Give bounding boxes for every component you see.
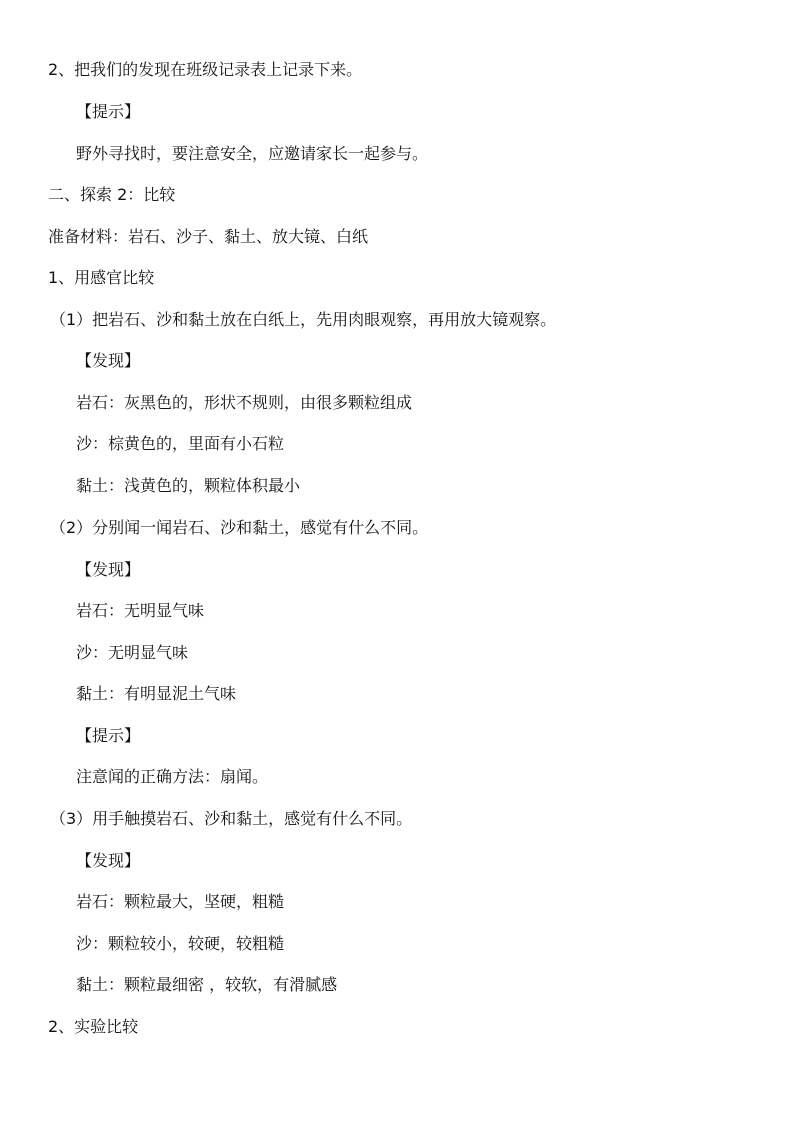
tip-smell-method: 注意闻的正确方法：扇闻。	[76, 767, 269, 786]
tip-heading: 【提示】	[76, 726, 141, 745]
finding-clay-smell: 黏土：有明显泥土气味	[76, 684, 237, 703]
section-heading-explore-2: 二、探索 2：比较	[48, 185, 176, 204]
step-1-observe: （1）把岩石、沙和黏土放在白纸上，先用肉眼观察，再用放大镜观察。	[50, 310, 557, 329]
finding-clay-appearance: 黏土：浅黄色的，颗粒体积最小	[76, 476, 301, 495]
finding-heading: 【发现】	[76, 851, 141, 870]
finding-heading: 【发现】	[76, 560, 141, 579]
finding-sand-touch: 沙：颗粒较小，较硬，较粗糙	[76, 934, 285, 953]
finding-rock-appearance: 岩石：灰黑色的，形状不规则，由很多颗粒组成	[76, 393, 413, 412]
finding-sand-smell: 沙：无明显气味	[76, 643, 189, 662]
finding-rock-touch: 岩石：颗粒最大，坚硬，粗糙	[76, 892, 285, 911]
subsection-experiment-compare: 2、实验比较	[48, 1017, 139, 1036]
finding-sand-appearance: 沙：棕黄色的，里面有小石粒	[76, 434, 285, 453]
tip-safety-text: 野外寻找时，要注意安全，应邀请家长一起参与。	[76, 144, 429, 163]
finding-rock-smell: 岩石：无明显气味	[76, 601, 205, 620]
finding-clay-touch: 黏土：颗粒最细密 ，较软，有滑腻感	[76, 975, 338, 994]
step-3-touch: （3）用手触摸岩石、沙和黏土，感觉有什么不同。	[50, 809, 413, 828]
finding-heading: 【发现】	[76, 351, 141, 370]
tip-heading: 【提示】	[76, 102, 141, 121]
materials-list: 准备材料：岩石、沙子、黏土、放大镜、白纸	[48, 227, 369, 246]
step-2-record-instruction: 2、把我们的发现在班级记录表上记录下来。	[48, 60, 363, 79]
step-2-smell: （2）分别闻一闻岩石、沙和黏土，感觉有什么不同。	[50, 518, 429, 537]
subsection-sensory-compare: 1、用感官比较	[48, 268, 155, 287]
